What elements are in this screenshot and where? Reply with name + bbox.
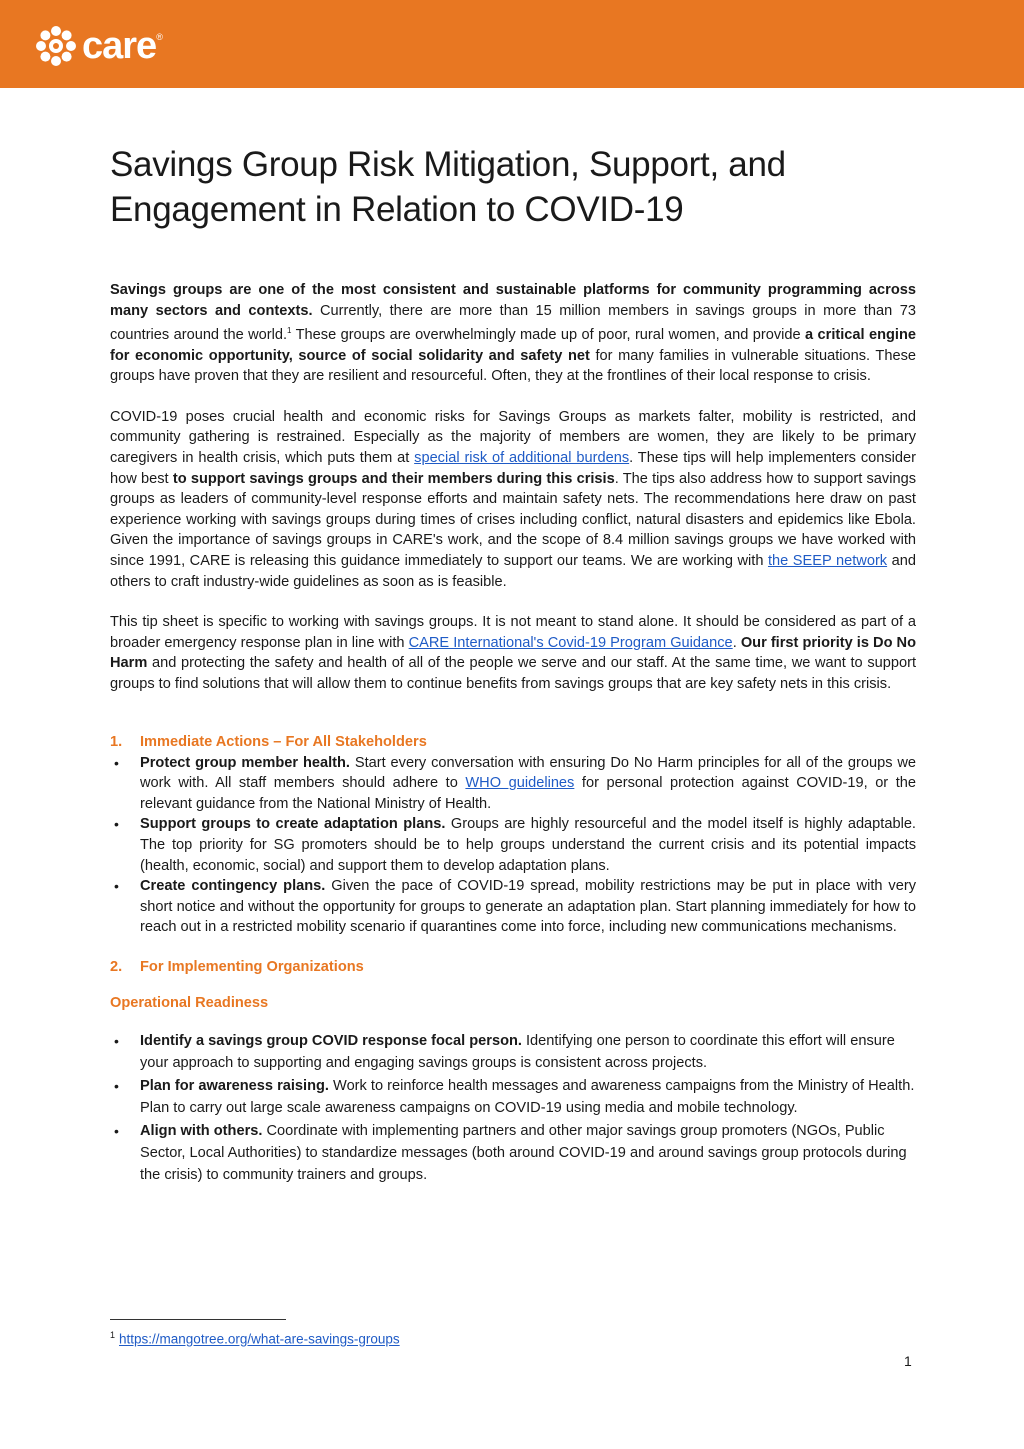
- link-care-guidance[interactable]: CARE International's Covid-19 Program Guidance: [408, 634, 733, 651]
- care-logo[interactable]: [34, 24, 163, 68]
- title-line-1: Savings Group Risk Mitigation, Support, and: [110, 145, 786, 184]
- item-text: Work to reinforce health messages and awareness campaigns from the Ministry of Health. Plan to carry out large scale awareness campaigns on COVID-19 using media and mobile technology.: [140, 1077, 915, 1117]
- paragraph-tip-sheet: [110, 612, 916, 694]
- page-number: 1: [904, 1353, 912, 1369]
- paragraph-covid-risks: [110, 407, 916, 592]
- item-text: Coordinate with implementing partners and other major savings group promoters (NGOs, Public Sector, Local Authorities) to standardize messages (both around COVID-19 and around savings group protocols during the crisis) to community trainers and groups.: [140, 1122, 907, 1184]
- title-line-2: Engagement in Relation to COVID-19: [110, 190, 684, 229]
- footnote-ref[interactable]: 1: [287, 326, 292, 336]
- list-item: [110, 1030, 916, 1075]
- footnote-number: 1: [110, 1330, 116, 1340]
- page-title: [110, 142, 916, 232]
- footnote-link[interactable]: https://mangotree.org/what-are-savings-groups: [119, 1331, 400, 1347]
- document-body: [110, 142, 916, 1187]
- intro-bold-2: a critical engine for economic opportunity, source of social solidarity and safety net: [110, 327, 916, 364]
- section-2-number: 2.: [110, 958, 123, 975]
- item-bold: Protect group member health.: [140, 754, 350, 771]
- footnote-divider: [110, 1319, 286, 1320]
- care-logo-text: care: [82, 25, 157, 67]
- list-item: [110, 1120, 916, 1187]
- section-2-heading: [110, 956, 916, 978]
- risks-text-1: COVID-19 poses crucial health and economic risks for Savings Groups as markets falter, mobility is restricted, and community gathering is restrained. Especially as the majority of members are women, they are likely to be primary caregivers in health crisis, which puts them at: [110, 408, 916, 467]
- section-2-subtitle: Operational Readiness: [110, 994, 269, 1011]
- section-1-number: 1.: [110, 733, 123, 750]
- item-bold: Plan for awareness raising.: [140, 1077, 329, 1094]
- section-1-list: [110, 753, 916, 938]
- registered-mark: ®: [156, 32, 163, 42]
- paragraph-intro: [110, 280, 916, 387]
- tip-text-2: .: [732, 634, 741, 651]
- section-1-heading: [110, 731, 916, 753]
- item-text: Groups are highly resourceful and the model itself is highly adaptable. The top priority for SG promoters should be to help groups understand the current crisis and its potential impacts (health, economic, social) and support them to develop adaptation plans.: [140, 816, 916, 874]
- item-text: Given the pace of COVID-19 spread, mobility restrictions may be put in place with very short notice and without the opportunity for groups to generate an adaptation plan. Start planning immediately for how to reach out in a restricted mobility scenario if quarantines come into force, including new communications mechanisms.: [140, 878, 916, 936]
- item-text-2: for personal protection against COVID-19, or the relevant guidance from the National Ministry of Health.: [140, 775, 917, 812]
- item-text: Start every conversation with ensuring Do No Harm principles for all of the groups we work with. All staff members should adhere to: [140, 754, 917, 792]
- intro-bold-1: Savings groups are one of the most consistent and sustainable platforms for community programming across many sectors and contexts.: [110, 282, 916, 319]
- risks-text-2: . These tips will help implementers consider how best: [110, 450, 916, 487]
- tip-text-1: This tip sheet is specific to working with savings groups. It is not meant to stand alone. It should be considered as part of a broader emergency response plan in line with: [110, 614, 916, 651]
- intro-text-1: Currently, there are more than 15 million members in savings groups in more than 73 countries around the world.: [110, 302, 916, 344]
- link-who-guidelines[interactable]: WHO guidelines: [465, 775, 575, 792]
- header-bar: [0, 0, 1024, 88]
- footnote: [110, 1330, 400, 1347]
- tip-text-3: and protecting the safety and health of all of the people we serve and our staff. At the same time, we want to support groups to find solutions that will allow them to continue benefits from savings groups that are key safety nets in this crisis.: [110, 655, 916, 692]
- list-item: [110, 1075, 916, 1120]
- item-bold: Align with others.: [140, 1122, 263, 1139]
- risks-text-4: and others to craft industry-wide guidelines as soon as is feasible.: [110, 552, 916, 590]
- care-logo-icon: [34, 24, 78, 68]
- intro-text-3: for many families in vulnerable situations. These groups have proven that they are resilient and resourceful. Often, they at the frontlines of their local response to crisis.: [110, 347, 916, 385]
- section-2-list: [110, 1030, 916, 1187]
- item-bold: Create contingency plans.: [140, 878, 326, 895]
- section-1-title: Immediate Actions – For All Stakeholders: [140, 733, 427, 750]
- tip-bold-1: Our first priority is Do No Harm: [110, 634, 917, 672]
- list-item: [110, 753, 916, 815]
- link-seep-network[interactable]: the SEEP network: [767, 552, 888, 569]
- item-text: Identifying one person to coordinate this effort will ensure your approach to supporting and engaging savings groups is consistent across projects.: [140, 1032, 895, 1072]
- item-bold: Identify a savings group COVID response focal person.: [140, 1032, 522, 1049]
- risks-bold-1: to support savings groups and their members during this crisis: [172, 470, 615, 487]
- item-bold: Support groups to create adaptation plans.: [140, 816, 446, 833]
- intro-text-2: These groups are overwhelmingly made up of poor, rural women, and provide: [291, 327, 806, 344]
- list-item: [110, 814, 916, 876]
- section-2-title: For Implementing Organizations: [140, 958, 364, 975]
- list-item: [110, 876, 916, 938]
- risks-text-3: . The tips also address how to support savings groups as leaders of community-level response efforts and maintain safety nets. The recommendations here draw on past experience working with savings groups during times of crises including conflict, natural disasters and epidemics like Ebola. Given the importance of savings groups in CARE's work, and the scope of 8.4 million savings groups we have worked with since 1991, CARE is releasing this guidance immediately to support our teams. We are working with: [110, 470, 916, 569]
- link-special-risk[interactable]: special risk of additional burdens: [414, 450, 630, 467]
